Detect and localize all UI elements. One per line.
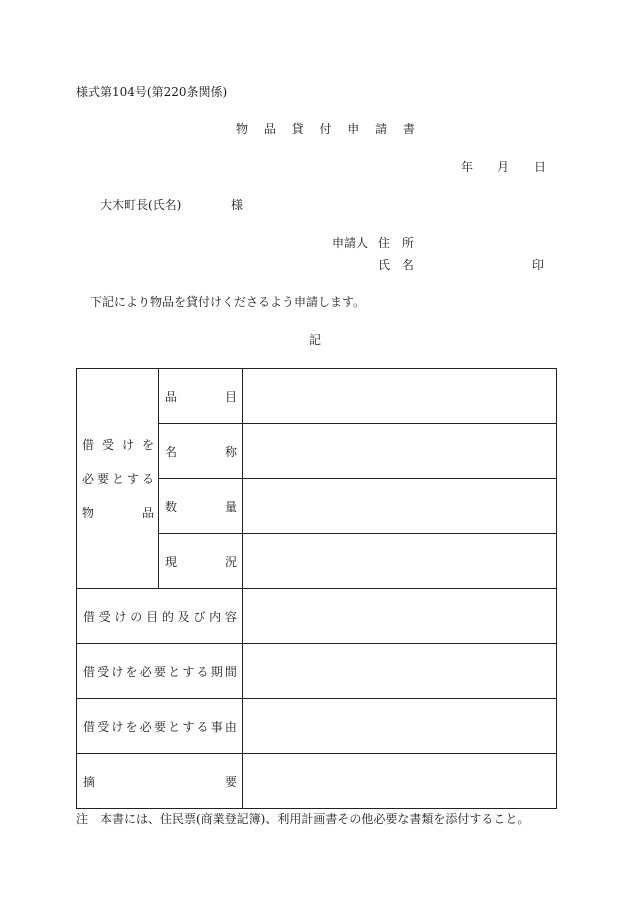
table-row <box>77 644 557 699</box>
application-table <box>76 368 557 809</box>
group-label-line: 必 要 と す る <box>82 472 154 486</box>
item-value-suryo[interactable] <box>243 479 557 534</box>
table-row <box>77 754 557 809</box>
row-value-purpose[interactable] <box>243 589 557 644</box>
row-label-purpose: 借 受 け の 目 的 及 び 内 容 <box>77 589 243 644</box>
footnote: 注 本書には、住民票(商業登記簿)、利用計画書その他必要な書類を添付すること。 <box>76 812 530 826</box>
table-row <box>77 589 557 644</box>
row-value-reason[interactable] <box>243 699 557 754</box>
item-value-meisho[interactable] <box>243 424 557 479</box>
form-number: 様式第104号(第220条関係) <box>76 85 228 99</box>
row-label-reason: 借 受 け を 必 要 と す る 事 由 <box>77 699 243 754</box>
item-label-meisho: 名 称 <box>159 424 243 479</box>
applicant-address-label: 住 所 <box>378 236 414 250</box>
ki-heading: 記 <box>309 333 322 347</box>
group-label-line: 物 品 <box>82 506 154 520</box>
item-value-hinmoku[interactable] <box>243 369 557 424</box>
applicant-seal: 印 <box>532 258 545 272</box>
item-label-genkyo: 現 況 <box>159 534 243 589</box>
item-group-label <box>77 369 159 589</box>
group-label-line: 借 受 け を <box>82 438 154 452</box>
row-label-remarks: 摘 要 <box>77 754 243 809</box>
row-label-period: 借 受 け を 必 要 と す る 期 間 <box>77 644 243 699</box>
addressee-honorific: 様 <box>231 198 244 212</box>
table-row <box>77 699 557 754</box>
date-year-label: 年 <box>461 160 474 174</box>
applicant-name-label: 氏 名 <box>378 258 414 272</box>
request-statement: 下記により物品を貸付けくださるよう申請します。 <box>90 295 366 309</box>
item-value-genkyo[interactable] <box>243 534 557 589</box>
item-label-suryo: 数 量 <box>159 479 243 534</box>
date-month-label: 月 <box>497 160 510 174</box>
row-value-remarks[interactable] <box>243 754 557 809</box>
date-day-label: 日 <box>534 160 547 174</box>
addressee-name: 大木町長(氏名) <box>100 198 182 212</box>
item-label-hinmoku: 品 目 <box>159 369 243 424</box>
form-title: 物 品 貸 付 申 請 書 <box>236 122 417 136</box>
table-row <box>77 369 557 424</box>
row-value-period[interactable] <box>243 644 557 699</box>
applicant-label: 申請人 <box>332 236 369 250</box>
